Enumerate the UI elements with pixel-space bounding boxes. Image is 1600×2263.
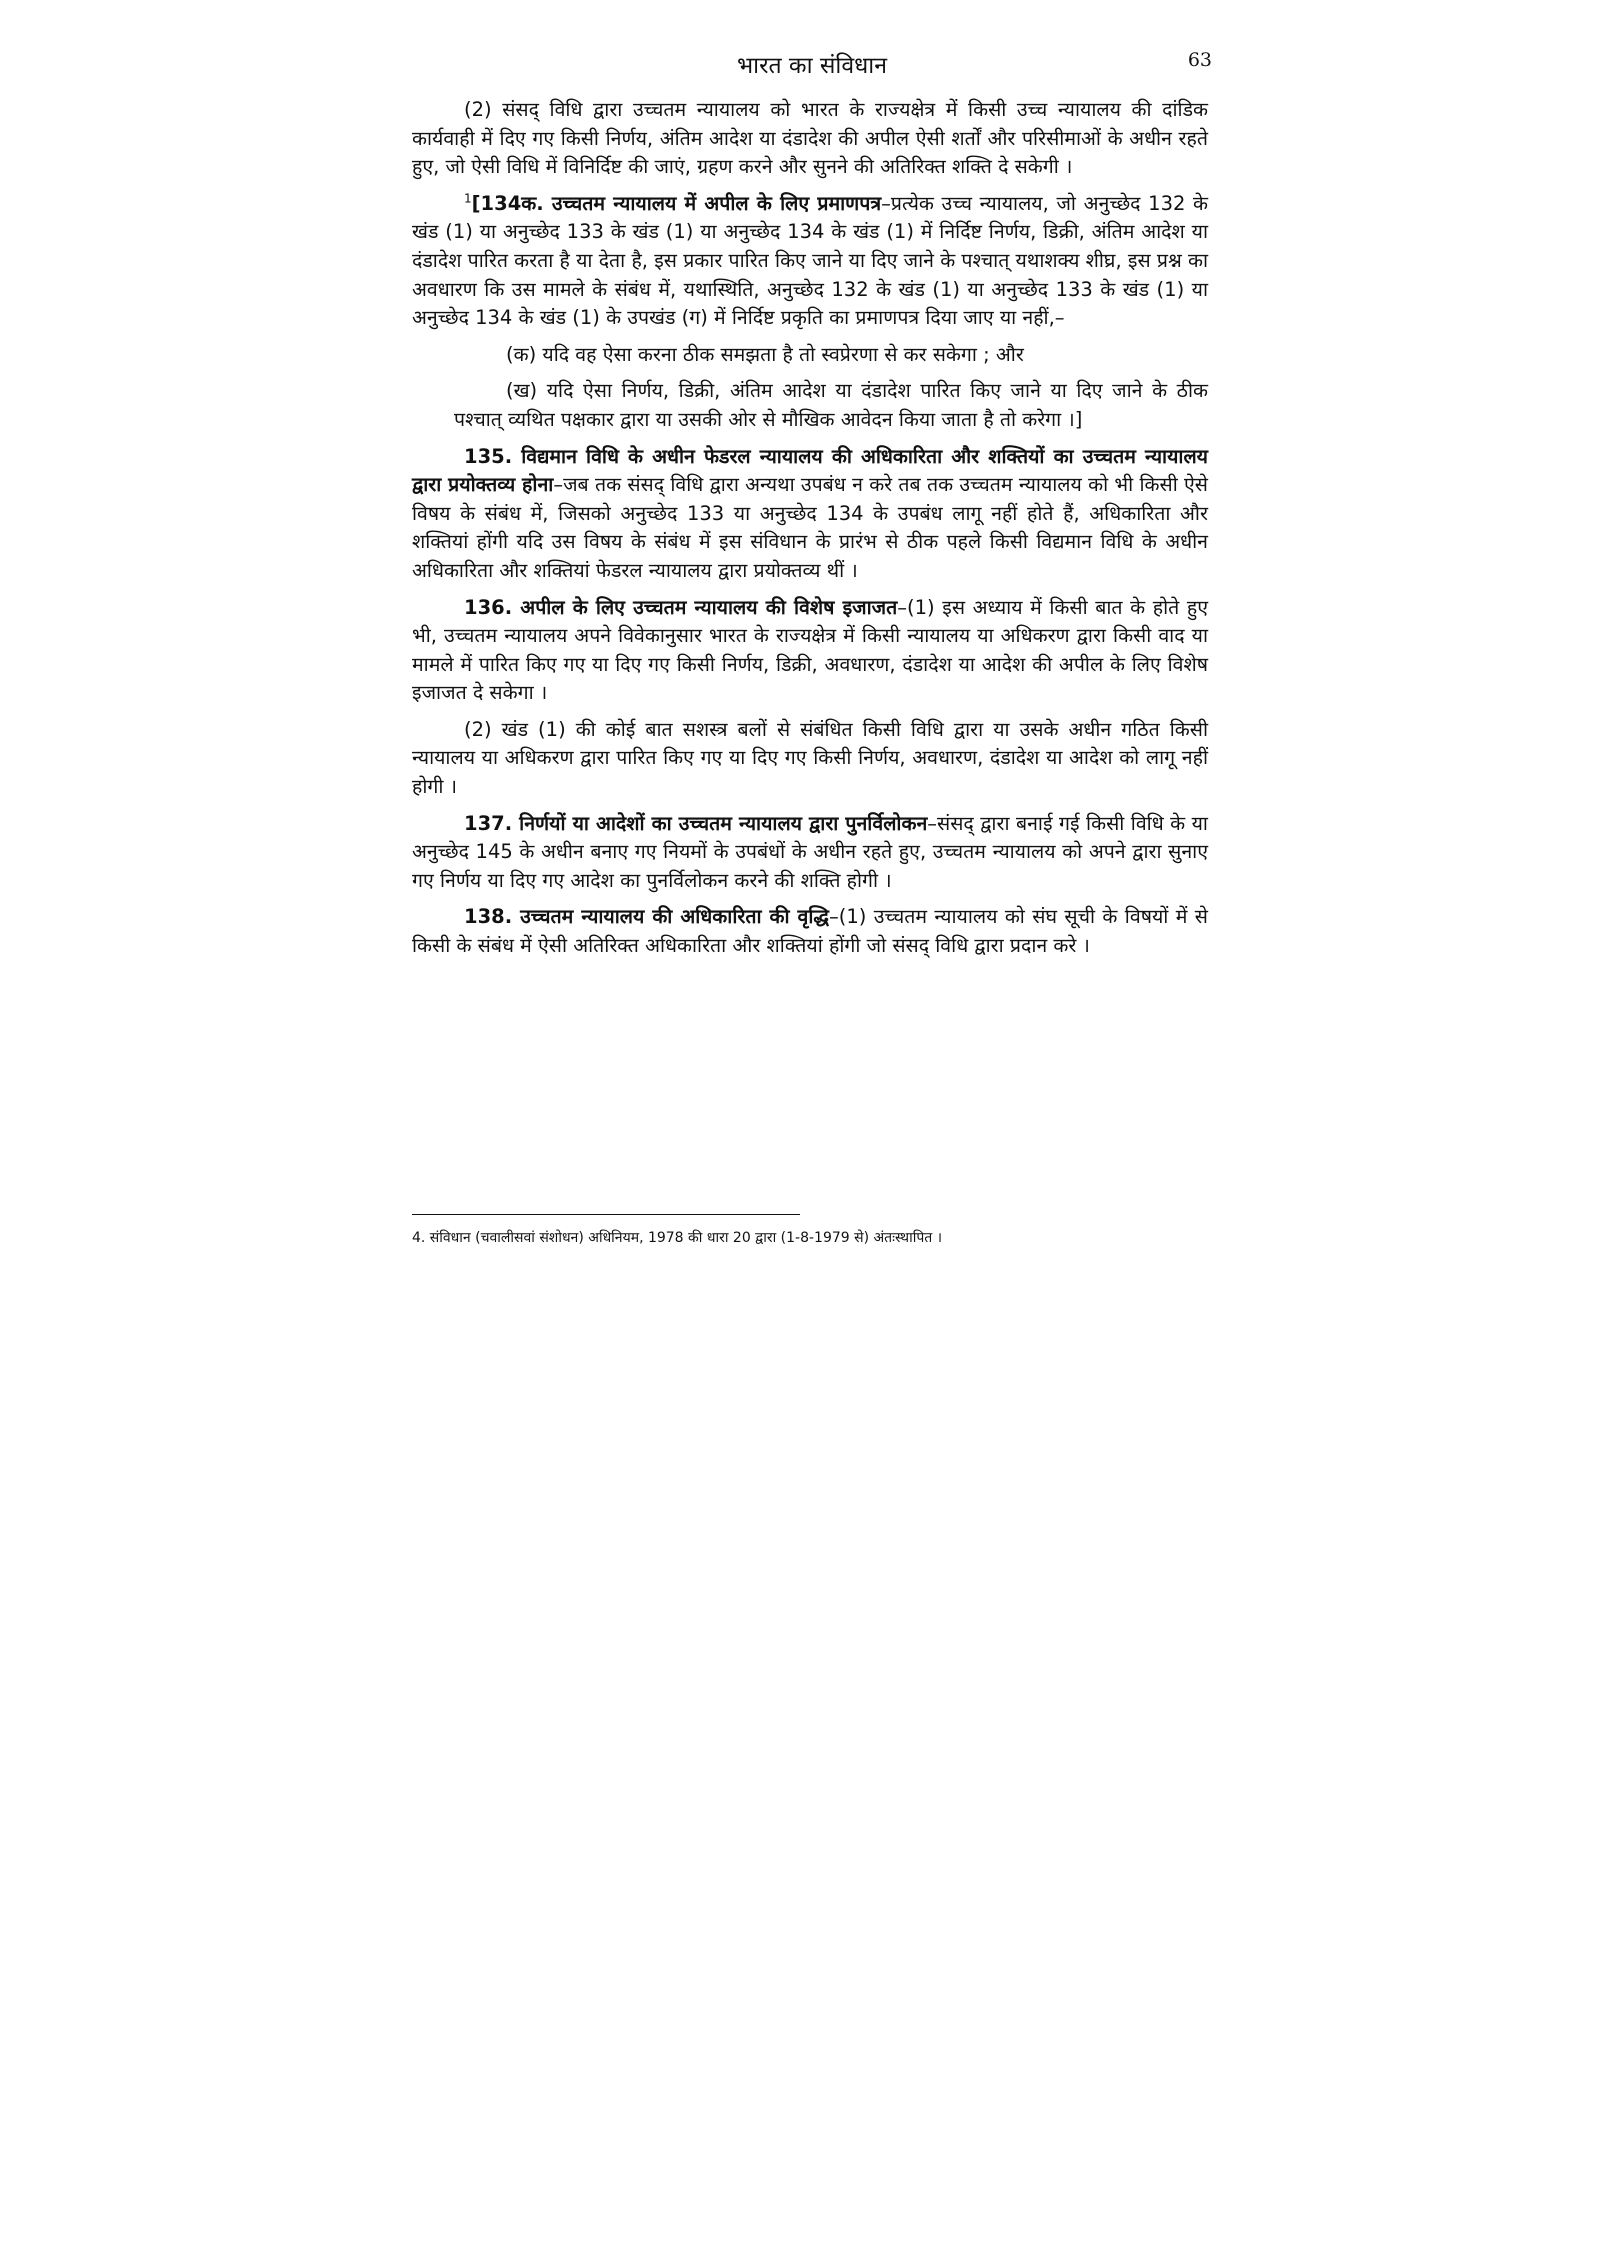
footnote-divider [412,1214,800,1215]
article-138-heading: 138. उच्चतम न्यायालय की अधिकारिता की वृद्धि [464,905,830,929]
article-134k-subclause-kha: (ख) यदि ऐसा निर्णय, डिक्री, अंतिम आदेश या दंडादेश पारित किए जाने या दिए जाने के ठीक पश्चात् व्यथित पक्षकार द्वारा या उसकी ओर से मौखिक आवेदन किया जाता है तो करेगा ।] [454,379,1208,431]
article-137-text: –संसद् द्वारा बनाई गई किसी विधि के या अनुच्छेद 145 के अधीन बनाए गए नियमों के उपबंधों के अधीन रहते हुए, उच्चतम न्यायालय को अपने द्वारा सुनाए गए निर्णय या दिए गए आदेश का पुनर्विलोकन करने की शक्ति होगी । [412,811,1208,892]
running-header [412,50,1212,90]
article-136-heading: 136. अपील के लिए उच्चतम न्यायालय की विशेष इजाजत [464,595,898,619]
footnote-marker: 1 [464,191,472,206]
page-number: 63 [1187,49,1212,71]
article-134k-text: –प्रत्येक उच्च न्यायालय, जो अनुच्छेद 132 के खंड (1) या अनुच्छेद 133 के खंड (1) या अनुच्छेद 134 के खंड (1) में निर्दिष्ट निर्णय, डिक्री, अंतिम आदेश या दंडादेश पारित करता है या देता है, इस प्रकार पारित किए जाने या दिए जाने के पश्चात् यथाशक्य शीघ्र, इस प्रश्न का अवधारण कि उस मामले के संबंध में, यथास्थिति, अनुच्छेद 132 के खंड (1) या अनुच्छेद 133 के खंड (1) या अनुच्छेद 134 के खंड (1) के उपखंड (ग) में निर्दिष्ट प्रकृति का प्रमाणपत्र दिया जाए या नहीं,– [412,191,1208,330]
article-135-heading: 135. विद्यमान विधि के अधीन फेडरल न्यायालय की अधिकारिता और शक्तियों का उच्चतम न्यायालय द्वारा प्रयोक्तव्य होना [412,444,1208,497]
article-137 [412,810,1208,896]
article-136-clause-2: (2) खंड (1) की कोई बात सशस्त्र बलों से संबंधित किसी विधि द्वारा या उसके अधीन गठित किसी न्यायालय या अधिकरण द्वारा पारित किए गए या दिए गए किसी निर्णय, अवधारण, दंडादेश या आदेश को लागू नहीं होगी । [412,717,1208,799]
document-body [412,96,1208,969]
page-title: भारत का संविधान [736,53,888,79]
article-138-text: –(1) उच्चतम न्यायालय को संघ सूची के विषयों में से किसी के संबंध में ऐसी अतिरिक्त अधिकारिता और शक्तियां होंगी जो संसद् विधि द्वारा प्रदान करे । [412,905,1208,958]
article-134k [412,190,1208,333]
article-136-text: –(1) इस अध्याय में किसी बात के होते हुए भी, उच्चतम न्यायालय अपने विवेकानुसार भारत के राज्यक्षेत्र में किसी न्यायालय या अधिकरण द्वारा किसी वाद या मामले में पारित किए गए या दिए गए किसी निर्णय, डिक्री, अवधारण, दंडादेश या आदेश की अपील के लिए विशेष इजाजत दे सकेगा । [412,595,1208,705]
article-135 [412,443,1208,586]
article-135-text: –जब तक संसद् विधि द्वारा अन्यथा उपबंध न करे तब तक उच्चतम न्यायालय को भी किसी ऐसे विषय के संबंध में, जिसको अनुच्छेद 133 या अनुच्छेद 134 के उपबंध लागू नहीं होते हैं, अधिकारिता और शक्तियां होंगी यदि उस विषय के संबंध में इस संविधान के प्रारंभ से ठीक पहले किसी विद्यमान विधि के अधीन अधिकारिता और शक्तियां फेडरल न्यायालय द्वारा प्रयोक्तव्य थीं । [412,473,1208,582]
article-138 [412,903,1208,960]
article-134k-heading: [134क. उच्चतम न्यायालय में अपील के लिए प्रमाणपत्र [471,191,882,215]
article-134-clause-2: (2) संसद् विधि द्वारा उच्चतम न्यायालय को भारत के राज्यक्षेत्र में किसी उच्च न्यायालय की दांडिक कार्यवाही में दिए गए किसी निर्णय, अंतिम आदेश या दंडादेश की अपील ऐसी शर्तों और परिसीमाओं के अधीन रहते हुए, जो ऐसी विधि में विनिर्दिष्ट की जाएं, ग्रहण करने और सुनने की अतिरिक्त शक्ति दे सकेगी । [412,98,1208,179]
article-137-heading: 137. निर्णयों या आदेशों का उच्चतम न्यायालय द्वारा पुनर्विलोकन [464,811,928,835]
article-134k-subclause-ka: (क) यदि वह ऐसा करना ठीक समझता है तो स्वप्रेरणा से कर सकेगा ; और [506,342,1024,366]
footnote: 4. संविधान (चवालीसवां संशोधन) अधिनियम, 1978 की धारा 20 द्वारा (1-8-1979 से) अंतःस्थापित । [412,1230,943,1246]
article-136-clause-1 [412,594,1208,708]
